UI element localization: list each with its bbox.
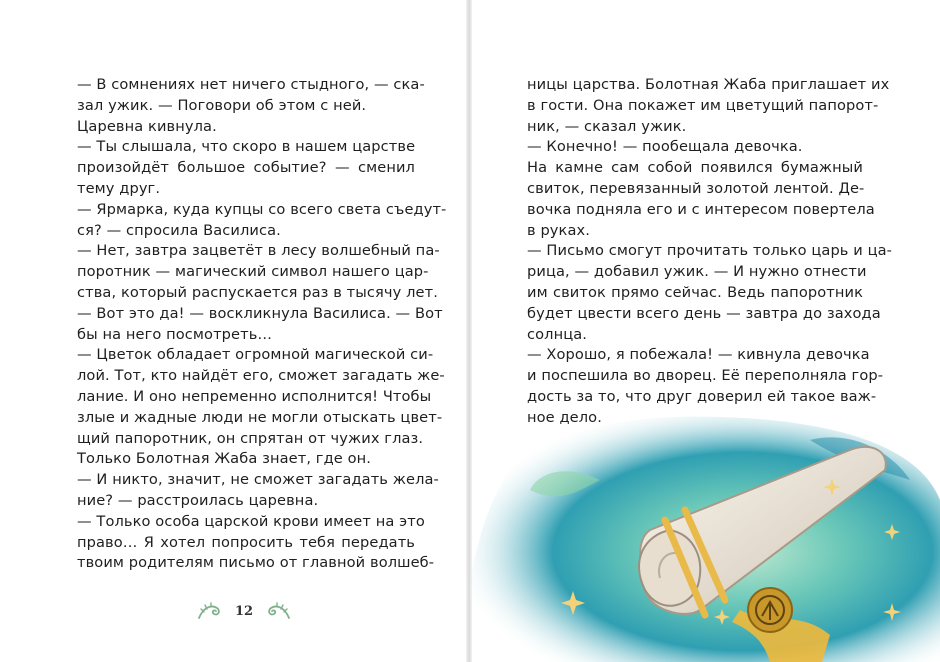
text-line: ницы царства. Болотная Жаба приглашает их — [527, 76, 890, 93]
text-line: На камне сам собой появился бумажный — [527, 159, 863, 177]
text-line: им свиток прямо сейчас. Ведь папоротник — [527, 283, 863, 301]
text-line: ное дело. — [527, 408, 602, 426]
fern-curl-icon — [265, 602, 291, 620]
text-line: вочка подняла его и с интересом повертела — [527, 200, 875, 218]
page-folio — [194, 596, 294, 626]
text-line: ние? — расстроилась царевна. — [77, 491, 319, 509]
text-line: лой. Тот, кто найдёт его, сможет загадать же- — [77, 367, 445, 385]
text-line: в руках. — [527, 221, 590, 239]
text-line: и поспешила во дворец. Её переполняла гор- — [527, 367, 884, 385]
text-line: ства, который распускается раз в тысячу лет. — [77, 283, 438, 301]
text-line: — Вот это да! — воскликнула Василиса. — Вот — [77, 304, 443, 322]
text-line: — В сомнениях нет ничего стыдного, — ска- — [77, 76, 425, 93]
text-line: бы на него посмотреть… — [77, 325, 273, 343]
right-page-text — [527, 75, 893, 429]
text-line: — Нет, завтра зацветёт в лесу волшебный па- — [77, 242, 440, 260]
text-line: рица, — добавил ужик. — И нужно отнести — [527, 263, 867, 281]
text-line: — Хорошо, я побежала! — кивнула девочка — [527, 346, 870, 364]
left-page-text — [77, 75, 447, 574]
text-line: — Цветок обладает огромной магической си- — [77, 346, 434, 364]
text-line: — Конечно! — пообещала девочка. — [527, 138, 803, 156]
text-line: — И никто, значит, не сможет загадать жела- — [77, 471, 439, 489]
text-line: Царевна кивнула. — [77, 117, 217, 135]
text-line: ся? — спросила Василиса. — [77, 221, 281, 239]
text-line: ник, — сказал ужик. — [527, 117, 687, 135]
text-line: — Ты слышала, что скоро в нашем царстве — [77, 138, 416, 156]
text-line: твоим родителям письмо от главной волшеб- — [77, 554, 435, 572]
text-line: поротник — магический символ нашего цар- — [77, 263, 429, 281]
text-line: право… Я хотел попросить тебя передать — [77, 533, 415, 551]
text-line: — Письмо смогут прочитать только царь и ца- — [527, 242, 893, 260]
text-line: Только Болотная Жаба знает, где он. — [77, 450, 371, 468]
text-line: солнца. — [527, 325, 588, 343]
text-line: — Только особа царской крови имеет на это — [77, 512, 425, 530]
page-number: 12 — [234, 603, 254, 619]
text-line: злые и жадные люди не могли отыскать цвет- — [77, 408, 443, 426]
text-line: зал ужик. — Поговори об этом с ней. — [77, 96, 367, 114]
text-line: лание. И оно непременно исполнится! Чтобы — [77, 387, 432, 405]
text-line: будет цвести всего день — завтра до захода — [527, 304, 881, 322]
text-line: тему друг. — [77, 179, 161, 197]
text-line: дость за то, что друг доверил ей такое важ- — [527, 387, 877, 405]
scroll-with-seal-icon — [470, 410, 940, 662]
text-line: в гости. Она покажет им цветущий папорот- — [527, 96, 879, 114]
text-line: произойдёт большое событие? — сменил — [77, 159, 415, 177]
text-line: щий папоротник, он спрятан от чужих глаз. — [77, 429, 424, 447]
text-line: — Ярмарка, куда купцы со всего света съедут- — [77, 200, 447, 218]
text-line: свиток, перевязанный золотой лентой. Де- — [527, 179, 865, 197]
fern-curl-icon — [197, 602, 223, 620]
